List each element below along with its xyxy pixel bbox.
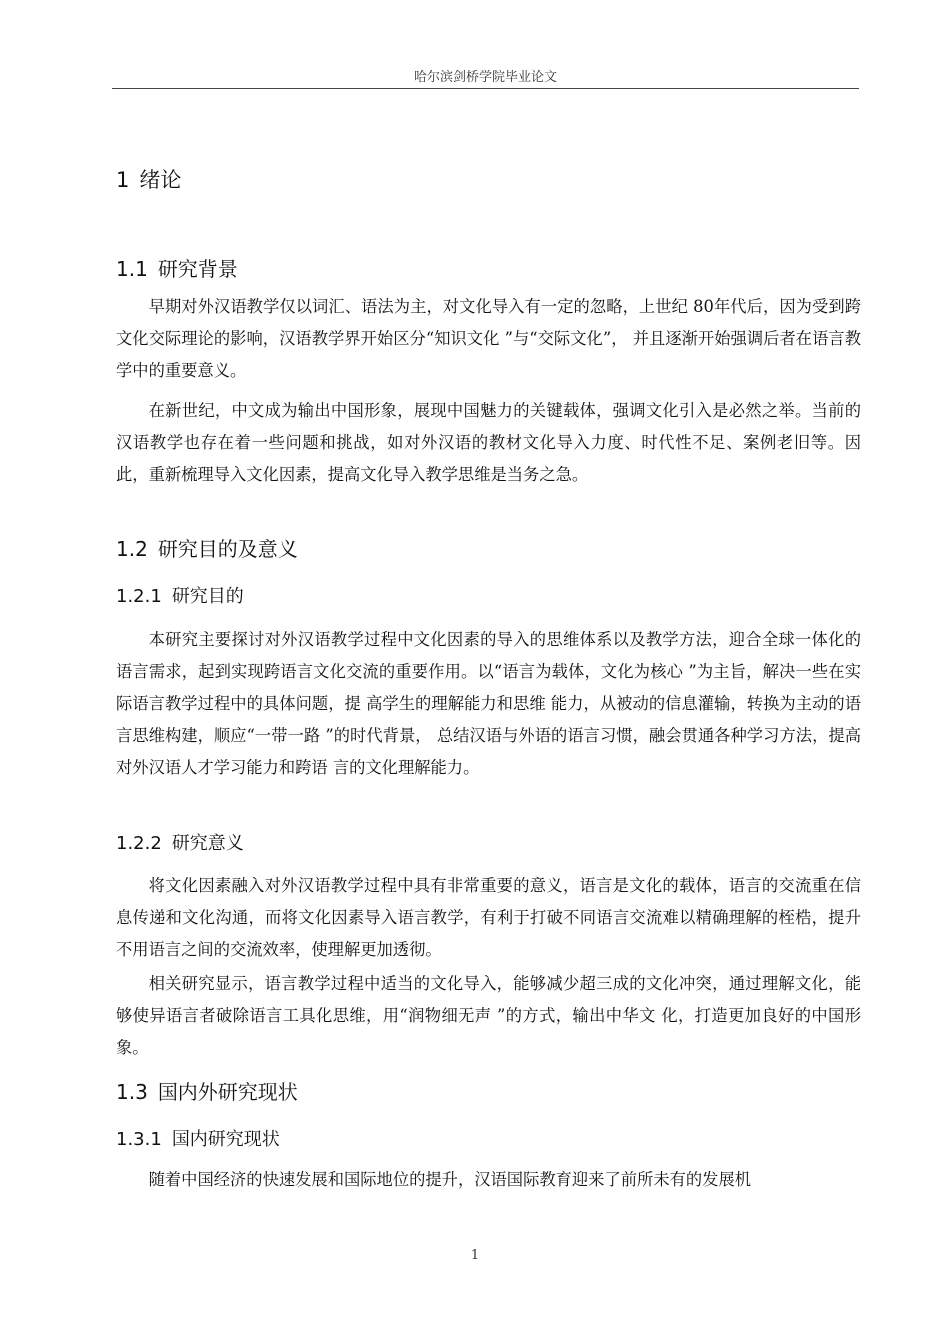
section-number: 1.2 <box>116 537 148 561</box>
paragraph: 在新世纪，中文成为输出中国形象，展现中国魅力的关键载体，强调文化引入是必然之举。当前的汉语教学也存在着一些问题和挑战，如对外汉语的教材文化导入力度、时代性不足、案例老旧等。因此，重新梳理导入文化因素，提高文化导入教学思维是当务之急。 <box>116 401 861 484</box>
page-number: 1 <box>470 1248 480 1263</box>
paragraph: 将文化因素融入对外汉语教学过程中具有非常重要的意义，语言是文化的载体，语言的交流重在信息传递和文化沟通，而将文化因素导入语言教学，有利于打破不同语言交流难以精确理解的桎梏，提升不用语言之间的交流效率，使理解更加透彻。 <box>116 876 861 959</box>
subsection-heading-1-2-2 <box>116 829 244 855</box>
subsection-heading-1-2-1 <box>116 582 244 608</box>
section-title: 研究背景 <box>157 257 238 281</box>
chapter-title: 绪论 <box>139 168 182 192</box>
section-heading-1-1 <box>116 253 238 282</box>
chapter-number: 1 <box>116 168 130 192</box>
subsection-title: 研究目的 <box>171 586 244 607</box>
subsection-title: 研究意义 <box>171 833 244 854</box>
section-heading-1-3 <box>116 1076 298 1105</box>
section-title: 研究目的及意义 <box>157 537 298 561</box>
header-divider <box>112 88 859 89</box>
subsection-number: 1.3.1 <box>116 1129 162 1150</box>
running-header: 哈尔滨剑桥学院毕业论文 <box>413 70 557 85</box>
subsection-heading-1-3-1 <box>116 1125 280 1151</box>
paragraph: 随着中国经济的快速发展和国际地位的提升，汉语国际教育迎来了前所未有的发展机 <box>148 1170 752 1189</box>
section-number: 1.1 <box>116 257 148 281</box>
subsection-title: 国内研究现状 <box>171 1129 280 1150</box>
section-heading-1-2 <box>116 533 298 562</box>
paragraph: 相关研究显示，语言教学过程中适当的文化导入，能够减少超三成的文化冲突，通过理解文化，能够使异语言者破除语言工具化思维，用“润物细无声 ”的方式，输出中华文 化，打造更加良好的中国形象。 <box>116 974 861 1057</box>
paragraph: 本研究主要探讨对外汉语教学过程中文化因素的导入的思维体系以及教学方法，迎合全球一体化的语言需求，起到实现跨语言文化交流的重要作用。以“语言为载体，文化为核心 ”为主旨，解决一些在实际语言教学过程中的具体问题，提 高学生的理解能力和思维 能力，从被动的信息灌输，转换为主动的语言思维构建，顺应“一带一路 ”的时代背景， 总结汉语与外语的语言习惯，融会贯通各种学习方法，提高对外汉语人才学习能力和跨语 言的文化理解能力。 <box>116 630 861 777</box>
subsection-number: 1.2.2 <box>116 833 162 854</box>
paragraph: 早期对外汉语教学仅以词汇、语法为主，对文化导入有一定的忽略，上世纪 80年代后，因为受到跨文化交际理论的影响，汉语教学界开始区分“知识文化 ”与“交际文化”， 并且逐渐开始强调后者在语言教学中的重要意义。 <box>116 297 861 380</box>
subsection-number: 1.2.1 <box>116 586 162 607</box>
section-title: 国内外研究现状 <box>157 1080 298 1104</box>
section-number: 1.3 <box>116 1080 148 1104</box>
chapter-heading <box>116 164 181 194</box>
